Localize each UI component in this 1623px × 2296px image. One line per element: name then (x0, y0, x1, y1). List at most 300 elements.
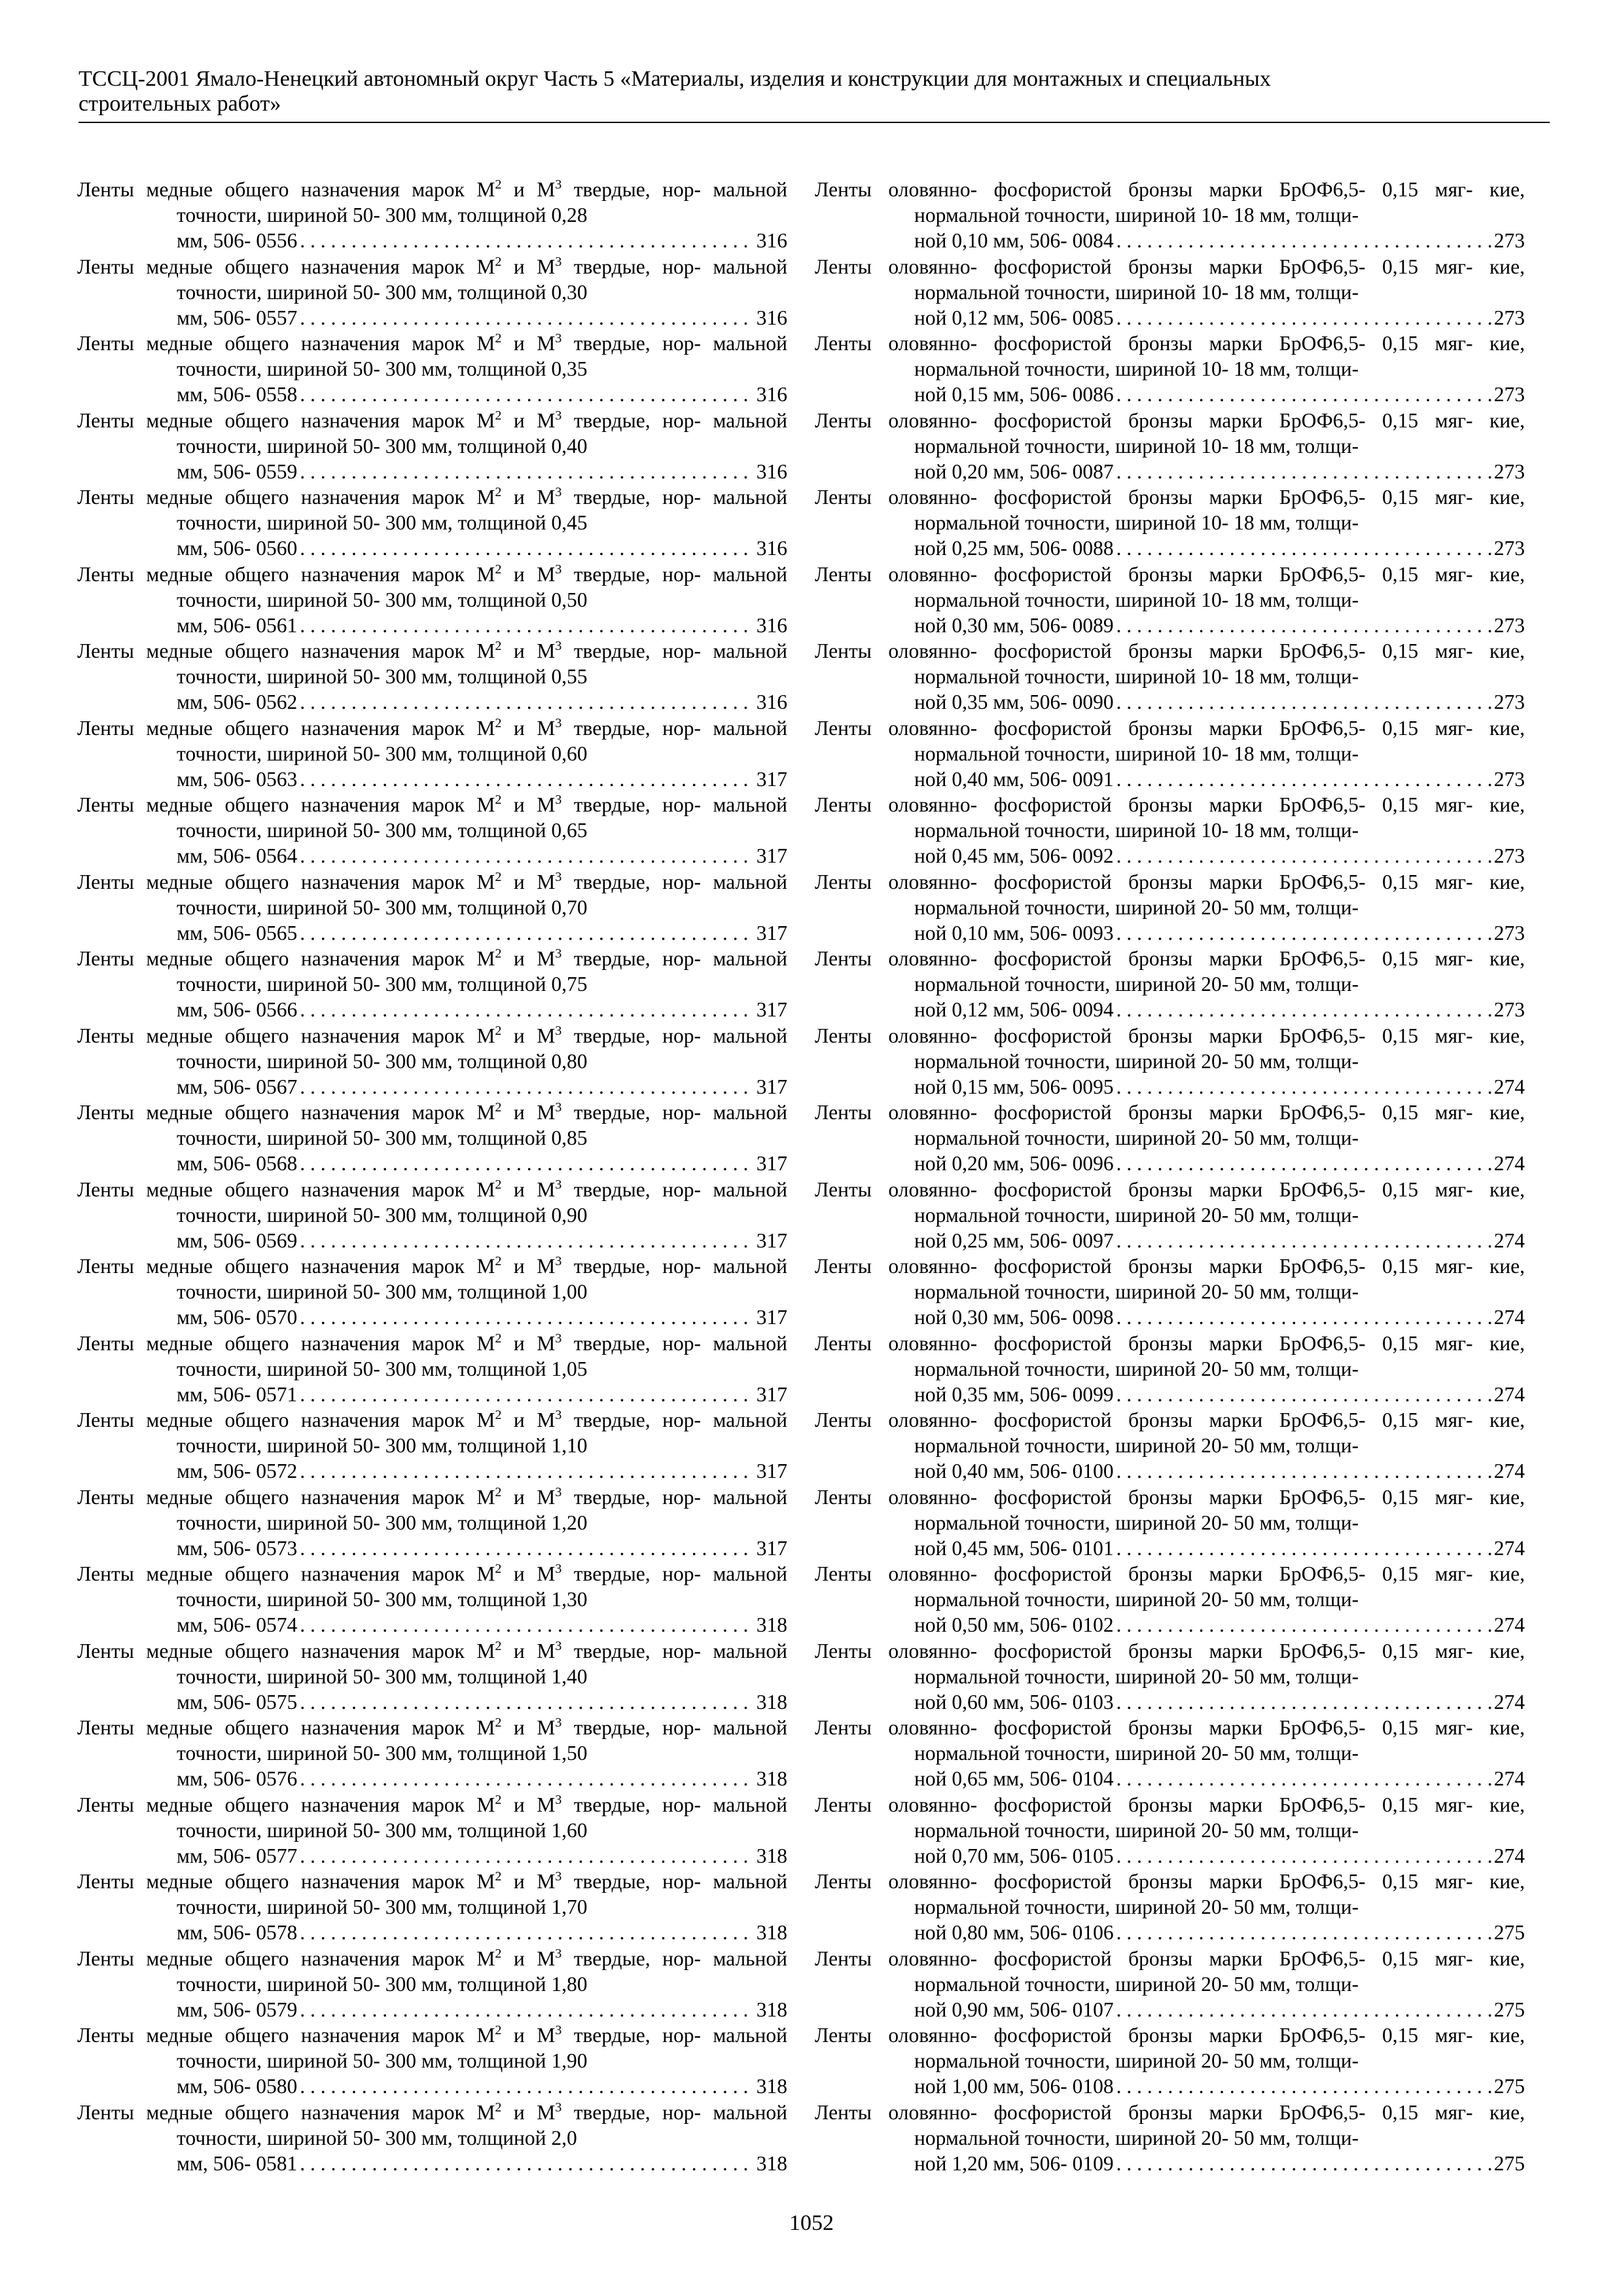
entry-last-line (177, 459, 787, 484)
entry-thickness: 0,80 (551, 1049, 588, 1073)
grade-superscript: 3 (555, 254, 562, 269)
entry-text (77, 1561, 787, 1612)
entry-unit: мм, 506- (177, 1306, 257, 1329)
entry-prefix: Ленты медные общего назначения марок М (77, 716, 495, 740)
entry-width: 20- 50 (1201, 1588, 1255, 1611)
entry-last-line (914, 1228, 1525, 1253)
entry-thickness: 0,20 (952, 1152, 988, 1175)
entry-code: 0570 (256, 1306, 298, 1329)
entry-thickness: 1,50 (551, 1742, 588, 1765)
grade-superscript: 2 (495, 1562, 502, 1576)
entry-last-line-text (177, 1689, 297, 1715)
entry-text (815, 1869, 1525, 1920)
index-entry (815, 1869, 1525, 1946)
entry-unit: мм, 506- (177, 1844, 257, 1867)
entry-last-line (177, 920, 787, 946)
entry-thickness: 1,20 (952, 2151, 988, 2175)
entry-code: 0566 (256, 998, 298, 1022)
entry-code: 0576 (256, 1767, 298, 1791)
entry-thickness: 1,70 (551, 1895, 588, 1919)
entry-last-line-text (914, 2073, 1114, 2099)
entry-title: Ленты оловянно- фосфористой бронзы марки БрОФ6,5- 0,15 мяг- (815, 1870, 1473, 1893)
entry-conjunction: и М (501, 1255, 556, 1278)
dot-leader (1116, 1689, 1491, 1715)
entry-unit: мм, 506- (177, 1921, 257, 1945)
entry-unit: мм, 506- (177, 1998, 257, 2021)
entry-thickness: 0,40 (952, 1460, 988, 1483)
entry-title: Ленты оловянно- фосфористой бронзы марки БрОФ6,5- 0,15 мяг- (815, 870, 1473, 893)
entry-title: Ленты оловянно- фосфористой бронзы марки БрОФ6,5- 0,15 мяг- (815, 716, 1473, 740)
entry-conjunction: и М (501, 332, 556, 355)
entry-prefix: ной (914, 691, 952, 714)
entry-conjunction: и М (501, 2024, 556, 2047)
index-entry (815, 638, 1525, 715)
entry-code: 0085 (1072, 306, 1114, 329)
entry-width: 20- 50 (1201, 1895, 1255, 1919)
entry-unit: мм, 506- (988, 1152, 1073, 1175)
entry-page-reference: 275 (1493, 1921, 1525, 1945)
entry-text (815, 792, 1525, 843)
entry-last-line (177, 1612, 787, 1638)
entry-conjunction: и М (501, 639, 556, 662)
entry-last-line (177, 1228, 787, 1253)
entry-code: 0100 (1072, 1460, 1114, 1483)
grade-superscript: 3 (555, 1254, 562, 1268)
entry-last-line-text (177, 1458, 297, 1484)
entry-last-line (177, 1843, 787, 1869)
entry-page-reference: 274 (1493, 1152, 1525, 1175)
entry-title: Ленты оловянно- фосфористой бронзы марки БрОФ6,5- 0,15 мяг- (815, 1177, 1473, 1201)
index-entry (815, 715, 1525, 793)
entry-unit: мм, 506- (177, 921, 257, 944)
entry-last-line-text (914, 689, 1114, 715)
grade-superscript: 3 (555, 1177, 562, 1192)
entry-thickness: 0,55 (551, 665, 588, 689)
index-entry (77, 638, 787, 715)
entry-title: Ленты оловянно- фосфористой бронзы марки БрОФ6,5- 0,15 мяг- (815, 562, 1473, 586)
index-entry (77, 177, 787, 254)
entry-last-line (914, 382, 1525, 407)
entry-last-line-text (914, 1766, 1114, 1791)
entry-width: 10- 18 (1201, 511, 1255, 535)
entry-unit: мм, 506- (988, 1690, 1073, 1713)
entry-text (77, 1407, 787, 1458)
index-entry (815, 484, 1525, 562)
entry-page-reference: 317 (756, 1306, 787, 1329)
entry-text (815, 2022, 1525, 2073)
entry-precision: мальной точности, шириной 50- 300 мм, толщиной (177, 1946, 787, 1996)
entry-title: Ленты оловянно- фосфористой бронзы марки БрОФ6,5- 0,15 мяг- (815, 1562, 1473, 1585)
entry-width: 10- 18 (1201, 665, 1255, 689)
entry-prefix: ной (914, 2075, 952, 2098)
entry-last-line (177, 1920, 787, 1945)
index-entry (815, 2022, 1525, 2100)
entry-state: твердые, нор- (562, 408, 701, 432)
entry-code: 0092 (1072, 844, 1114, 868)
entry-unit: мм, 506- (988, 613, 1073, 637)
index-entry (77, 1715, 787, 1792)
entry-text (815, 1023, 1525, 1074)
entry-thickness-label: мм, толщи- (1254, 588, 1359, 611)
entry-last-line-text (914, 920, 1114, 946)
entry-last-line-text (914, 766, 1114, 792)
entry-unit: мм, 506- (177, 613, 257, 637)
entry-page-reference: 317 (756, 1229, 787, 1252)
entry-state: твердые, нор- (562, 716, 701, 740)
entry-prefix: Ленты медные общего назначения марок М (77, 1331, 495, 1355)
entry-thickness-label: мм, толщи- (1254, 1049, 1359, 1073)
entry-conjunction: и М (501, 1177, 556, 1201)
entry-last-line (177, 689, 787, 715)
entry-code: 0098 (1072, 1306, 1114, 1329)
entry-text (77, 1253, 787, 1304)
entry-thickness-label: мм, толщи- (1254, 1434, 1359, 1458)
entry-last-line-text (914, 1689, 1114, 1715)
index-entry (77, 2022, 787, 2100)
entry-unit: мм, 506- (988, 537, 1073, 560)
entry-text (77, 1715, 787, 1766)
dot-leader (1116, 1997, 1491, 2022)
entry-page-reference: 274 (1493, 1306, 1525, 1329)
entry-last-line (177, 2073, 787, 2099)
entry-last-line-text (914, 2151, 1114, 2176)
entry-prefix: Ленты медные общего назначения марок М (77, 562, 495, 586)
entry-width: 10- 18 (1201, 742, 1255, 765)
entry-text (815, 484, 1525, 535)
entry-thickness: 1,20 (551, 1511, 588, 1534)
entry-code: 0562 (256, 691, 298, 714)
entry-width: 20- 50 (1201, 1049, 1255, 1073)
header-title-line-1: ТССЦ-2001 Ямало-Ненецкий автономный округ Часть 5 «Материалы, изделия и конструкции для монтажных и специальных (79, 67, 1271, 91)
entry-prefix: Ленты медные общего назначения марок М (77, 255, 495, 278)
entry-unit: мм, 506- (988, 1921, 1073, 1945)
entry-unit: мм, 506- (988, 229, 1073, 253)
entry-unit: мм, 506- (177, 537, 257, 560)
entry-precision: кие, нормальной точности, шириной (914, 1101, 1525, 1150)
entry-text (815, 1100, 1525, 1151)
entry-unit: мм, 506- (177, 1536, 257, 1560)
entry-last-line (914, 613, 1525, 638)
entry-unit: мм, 506- (988, 459, 1073, 483)
entry-thickness: 0,25 (952, 537, 988, 560)
entry-prefix: Ленты медные общего назначения марок М (77, 1485, 495, 1509)
entry-code: 0561 (256, 613, 298, 637)
entry-precision: кие, нормальной точности, шириной (914, 2024, 1525, 2073)
entry-title: Ленты оловянно- фосфористой бронзы марки БрОФ6,5- 0,15 мяг- (815, 486, 1473, 509)
entry-state: твердые, нор- (562, 1024, 701, 1047)
entry-prefix: ной (914, 767, 952, 791)
entry-width: 10- 18 (1201, 819, 1255, 842)
entry-prefix: ной (914, 1075, 952, 1098)
entry-code: 0102 (1072, 1613, 1114, 1637)
dot-leader (300, 1074, 754, 1100)
entry-unit: мм, 506- (177, 1229, 257, 1252)
entry-page-reference: 274 (1493, 1460, 1525, 1483)
entry-prefix: Ленты медные общего назначения марок М (77, 1716, 495, 1739)
entry-thickness: 0,90 (551, 1203, 588, 1227)
entry-text (77, 484, 787, 535)
index-entry (815, 1638, 1525, 1715)
entry-thickness: 0,50 (952, 1613, 988, 1637)
entry-page-reference: 273 (1493, 537, 1525, 560)
entry-code: 0563 (256, 767, 298, 791)
entry-precision: кие, нормальной точности, шириной (914, 1562, 1525, 1611)
entry-thickness-label: мм, толщи- (1254, 895, 1359, 919)
entry-thickness-label: мм, толщи- (1254, 1357, 1359, 1380)
entry-last-line-text (177, 2151, 297, 2176)
entry-code: 0557 (256, 306, 298, 329)
entry-prefix: Ленты медные общего назначения марок М (77, 1177, 495, 1201)
entry-precision: мальной точности, шириной 50- 300 мм, толщиной (177, 1485, 787, 1534)
entry-page-reference: 318 (756, 1767, 787, 1791)
entry-page-reference: 318 (756, 1613, 787, 1637)
entry-conjunction: и М (501, 1793, 556, 1816)
entry-thickness: 0,65 (952, 1767, 988, 1791)
dot-leader (300, 2151, 754, 2176)
entry-page-reference: 274 (1493, 1767, 1525, 1791)
entry-prefix: ной (914, 537, 952, 560)
grade-superscript: 2 (495, 1177, 502, 1192)
entry-last-line-text (914, 1382, 1114, 1407)
grade-superscript: 2 (495, 1638, 502, 1653)
grade-superscript: 3 (555, 1946, 562, 1961)
left-index-column (77, 177, 787, 2176)
entry-state: твердые, нор- (562, 2024, 701, 2047)
entry-prefix: ной (914, 998, 952, 1022)
entry-thickness: 0,30 (551, 280, 588, 304)
entry-last-line-text (177, 1766, 297, 1791)
entry-page-reference: 273 (1493, 998, 1525, 1022)
entry-code: 0572 (256, 1460, 298, 1483)
entry-thickness: 0,60 (952, 1690, 988, 1713)
dot-leader (1116, 843, 1491, 869)
entry-text (815, 638, 1525, 689)
grade-superscript: 2 (495, 1715, 502, 1730)
entry-unit: мм, 506- (988, 383, 1073, 406)
entry-page-reference: 316 (756, 306, 787, 329)
entry-text (77, 946, 787, 997)
entry-conjunction: и М (501, 562, 556, 586)
entry-text (77, 1023, 787, 1074)
dot-leader (300, 843, 754, 869)
entry-thickness: 0,35 (952, 691, 988, 714)
entry-title: Ленты оловянно- фосфористой бронзы марки БрОФ6,5- 0,15 мяг- (815, 1946, 1473, 1970)
entry-precision: мальной точности, шириной 50- 300 мм, толщиной (177, 332, 787, 381)
entry-page-reference: 316 (756, 691, 787, 714)
entry-state: твердые, нор- (562, 178, 701, 201)
dot-leader (1116, 2073, 1491, 2099)
grade-superscript: 3 (555, 2023, 562, 2037)
entry-precision: мальной точности, шириной 50- 300 мм, толщиной (177, 408, 787, 457)
entry-unit: мм, 506- (988, 1460, 1073, 1483)
index-entry (77, 1331, 787, 1408)
entry-width: 20- 50 (1201, 2049, 1255, 2073)
entry-code: 0091 (1072, 767, 1114, 791)
entry-last-line (914, 1766, 1525, 1791)
entry-text (815, 254, 1525, 305)
entry-code: 0569 (256, 1229, 298, 1252)
entry-title: Ленты оловянно- фосфористой бронзы марки БрОФ6,5- 0,15 мяг- (815, 408, 1473, 432)
entry-prefix: Ленты медные общего назначения марок М (77, 793, 495, 816)
entry-precision: кие, нормальной точности, шириной (914, 947, 1525, 996)
entry-precision: мальной точности, шириной 50- 300 мм, толщиной (177, 1101, 787, 1150)
entry-width: 20- 50 (1201, 973, 1255, 996)
entry-state: твердые, нор- (562, 870, 701, 893)
index-entry (77, 1407, 787, 1484)
grade-superscript: 2 (495, 715, 502, 730)
dot-leader (1116, 1304, 1491, 1330)
entry-unit: мм, 506- (988, 998, 1073, 1022)
entry-state: твердые, нор- (562, 2100, 701, 2124)
entry-code: 0094 (1072, 998, 1114, 1022)
entry-code: 0564 (256, 844, 298, 868)
entry-state: твердые, нор- (562, 255, 701, 278)
dot-leader (300, 228, 754, 253)
entry-prefix: Ленты медные общего назначения марок М (77, 332, 495, 355)
entry-text (77, 638, 787, 689)
entry-title: Ленты оловянно- фосфористой бронзы марки БрОФ6,5- 0,15 мяг- (815, 1101, 1473, 1124)
index-entry (77, 254, 787, 331)
grade-superscript: 2 (495, 1331, 502, 1346)
entry-width: 10- 18 (1201, 204, 1255, 227)
entry-width: 20- 50 (1201, 1664, 1255, 1688)
entry-page-reference: 273 (1493, 459, 1525, 483)
entry-thickness-label: мм, толщи- (1254, 204, 1359, 227)
entry-unit: мм, 506- (177, 844, 257, 868)
index-entry (77, 946, 787, 1023)
entry-last-line (914, 997, 1525, 1022)
entry-title: Ленты оловянно- фосфористой бронзы марки БрОФ6,5- 0,15 мяг- (815, 332, 1473, 355)
entry-prefix: Ленты медные общего назначения марок М (77, 1024, 495, 1047)
entry-unit: мм, 506- (988, 306, 1073, 329)
dot-leader (1116, 1920, 1491, 1945)
entry-title: Ленты оловянно- фосфористой бронзы марки БрОФ6,5- 0,15 мяг- (815, 2024, 1473, 2047)
entry-thickness-label: мм, толщи- (1254, 2049, 1359, 2073)
entry-unit: мм, 506- (988, 1229, 1073, 1252)
entry-precision: мальной точности, шириной 50- 300 мм, толщиной (177, 2024, 787, 2073)
entry-thickness-label: мм, толщи- (1254, 1664, 1359, 1688)
entry-page-reference: 318 (756, 2151, 787, 2175)
entry-width: 20- 50 (1201, 895, 1255, 919)
entry-thickness: 1,40 (551, 1664, 588, 1688)
entry-text (815, 1177, 1525, 1228)
entry-unit: мм, 506- (988, 2075, 1073, 2098)
entry-text (815, 1484, 1525, 1535)
dot-leader (1116, 535, 1491, 561)
entry-state: твердые, нор- (562, 1255, 701, 1278)
entry-prefix: ной (914, 1844, 952, 1867)
entry-precision: мальной точности, шириной 50- 300 мм, толщиной (177, 793, 787, 842)
entry-precision: кие, нормальной точности, шириной (914, 1024, 1525, 1073)
entry-thickness: 0,35 (551, 357, 588, 381)
entry-last-line (177, 766, 787, 792)
entry-state: твердые, нор- (562, 1793, 701, 1816)
entry-prefix: Ленты медные общего назначения марок М (77, 639, 495, 662)
entry-width: 20- 50 (1201, 1126, 1255, 1150)
entry-thickness: 1,30 (551, 1588, 588, 1611)
entry-last-line-text (914, 843, 1114, 869)
entry-page-reference: 317 (756, 1460, 787, 1483)
entry-last-line-text (914, 305, 1114, 331)
index-entry (815, 1023, 1525, 1100)
entry-code: 0568 (256, 1152, 298, 1175)
entry-prefix: ной (914, 2151, 952, 2175)
entry-text (815, 1792, 1525, 1843)
dot-leader (1116, 2151, 1491, 2176)
grade-superscript: 3 (555, 2100, 562, 2115)
entry-page-reference: 273 (1493, 844, 1525, 868)
entry-last-line-text (177, 2073, 297, 2099)
entry-unit: мм, 506- (177, 383, 257, 406)
entry-precision: мальной точности, шириной 50- 300 мм, толщиной (177, 1255, 787, 1304)
index-entry (815, 1946, 1525, 2023)
entry-thickness: 0,45 (952, 844, 988, 868)
dot-leader (1116, 382, 1491, 407)
entry-conjunction: и М (501, 947, 556, 970)
dot-leader (300, 1920, 754, 1945)
entry-width: 20- 50 (1201, 1742, 1255, 1765)
entry-precision: мальной точности, шириной 50- 300 мм, толщиной (177, 1331, 787, 1380)
entry-last-line (177, 1304, 787, 1330)
entry-precision: мальной точности, шириной 50- 300 мм, толщиной (177, 1177, 787, 1227)
entry-precision: мальной точности, шириной 50- 300 мм, толщиной (177, 716, 787, 765)
entry-prefix: ной (914, 1382, 952, 1406)
dot-leader (1116, 920, 1491, 946)
entry-thickness: 0,20 (952, 459, 988, 483)
grade-superscript: 3 (555, 1638, 562, 1653)
entry-thickness-label: мм, толщи- (1254, 280, 1359, 304)
entry-precision: кие, нормальной точности, шириной (914, 1946, 1525, 1996)
entry-thickness: 1,80 (551, 1972, 588, 1996)
grade-superscript: 2 (495, 946, 502, 961)
index-entry (77, 1792, 787, 1869)
entry-prefix: ной (914, 1536, 952, 1560)
entry-last-line (914, 228, 1525, 253)
entry-thickness: 0,65 (551, 819, 588, 842)
entry-text (77, 1869, 787, 1920)
entry-precision: кие, нормальной точности, шириной (914, 1639, 1525, 1688)
entry-page-reference: 273 (1493, 383, 1525, 406)
entry-prefix: Ленты медные общего назначения марок М (77, 178, 495, 201)
entry-width: 20- 50 (1201, 2126, 1255, 2149)
index-entry (815, 1715, 1525, 1792)
entry-thickness: 0,75 (551, 973, 588, 996)
grade-superscript: 3 (555, 1484, 562, 1499)
grade-superscript: 2 (495, 1100, 502, 1115)
entry-thickness: 0,30 (952, 613, 988, 637)
index-entry (815, 1561, 1525, 1638)
entry-state: твердые, нор- (562, 1177, 701, 1201)
entry-thickness-label: мм, толщи- (1254, 819, 1359, 842)
grade-superscript: 2 (495, 485, 502, 499)
grade-superscript: 2 (495, 1408, 502, 1422)
entry-prefix: Ленты медные общего назначения марок М (77, 1793, 495, 1816)
entry-thickness: 0,90 (952, 1998, 988, 2021)
entry-prefix: ной (914, 383, 952, 406)
entry-page-reference: 317 (756, 921, 787, 944)
entry-last-line-text (177, 459, 297, 484)
entry-state: твердые, нор- (562, 1639, 701, 1662)
entry-conjunction: и М (501, 1485, 556, 1509)
entry-precision: кие, нормальной точности, шириной (914, 2100, 1525, 2149)
entry-precision: кие, нормальной точности, шириной (914, 255, 1525, 304)
entry-thickness: 2,0 (551, 2126, 577, 2149)
entry-last-line (177, 2151, 787, 2176)
entry-code: 0578 (256, 1921, 298, 1945)
entry-thickness: 0,60 (551, 742, 588, 765)
entry-code: 0097 (1072, 1229, 1114, 1252)
entry-thickness-label: мм, толщи- (1254, 357, 1359, 381)
